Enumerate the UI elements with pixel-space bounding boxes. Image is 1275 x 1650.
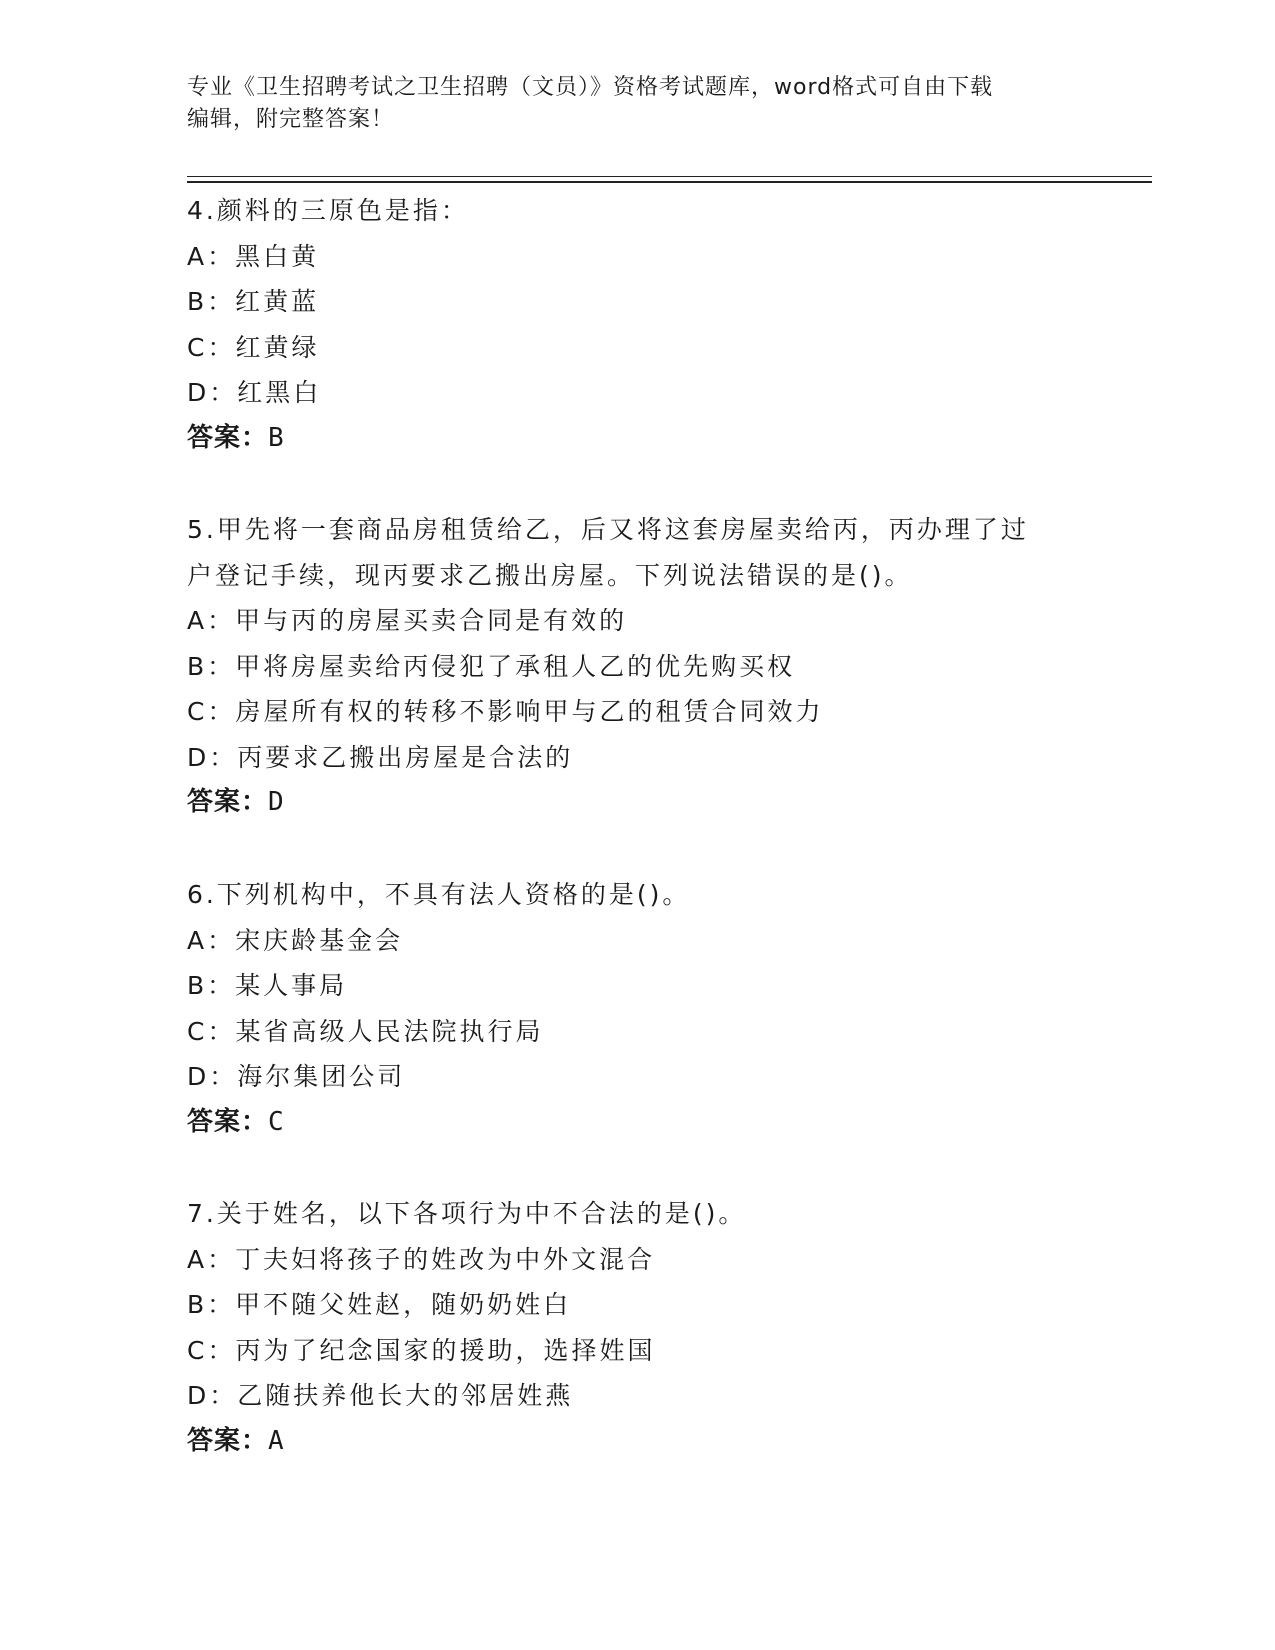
- option-d: D：丙要求乙搬出房屋是合法的: [187, 742, 574, 772]
- question-stem: 5.甲先将一套商品房租赁给乙，后又将这套房屋卖给丙，丙办理了过: [187, 515, 1029, 544]
- question-block: [187, 872, 1087, 1145]
- answer-value: D: [268, 787, 285, 817]
- question-stem: 4.颜料的三原色是指：: [187, 196, 469, 225]
- option-c: C：某省高级人民法院执行局: [187, 1016, 544, 1046]
- answer-label: 答案：: [187, 422, 269, 453]
- option-c: C：丙为了纪念国家的援助，选择姓国: [187, 1335, 656, 1365]
- answer-line: [187, 1419, 1087, 1465]
- option-b: B：某人事局: [187, 971, 348, 1000]
- question-stem: 7.关于姓名，以下各项行为中不合法的是()。: [187, 1199, 747, 1228]
- answer-line: [187, 1100, 1087, 1146]
- option-a: A：甲与丙的房屋买卖合同是有效的: [187, 606, 628, 635]
- answer-line: [187, 416, 1087, 462]
- option-b: B：红黄蓝: [187, 287, 320, 316]
- document-header: [187, 72, 1087, 136]
- option-c: C：房屋所有权的转移不影响甲与乙的租赁合同效力: [187, 697, 824, 726]
- header-line-2: 编辑，附完整答案！: [187, 107, 395, 132]
- option-d: D：海尔集团公司: [187, 1062, 406, 1091]
- header-divider-thin: [187, 176, 1152, 177]
- option-a: A：宋庆龄基金会: [187, 925, 404, 955]
- header-divider-thick: [187, 181, 1152, 183]
- header-line-1: 专业《卫生招聘考试之卫生招聘（文员）》资格考试题库，word格式可自由下载: [187, 75, 994, 100]
- answer-value: A: [268, 1425, 285, 1456]
- answer-label: 答案：: [187, 787, 269, 817]
- answer-label: 答案：: [187, 1425, 269, 1456]
- option-b: B：甲将房屋卖给丙侵犯了承租人乙的优先购买权: [187, 651, 796, 681]
- question-block: [187, 188, 1087, 461]
- option-a: A：黑白黄: [187, 241, 320, 271]
- option-d: D：乙随扶养他长大的邻居姓燕: [187, 1381, 574, 1410]
- answer-label: 答案：: [187, 1106, 269, 1137]
- option-b: B：甲不随父姓赵，随奶奶姓白: [187, 1290, 572, 1319]
- option-c: C：红黄绿: [187, 332, 320, 362]
- answer-value: B: [268, 422, 285, 453]
- option-d: D：红黑白: [187, 378, 322, 407]
- question-block: [187, 507, 1087, 826]
- answer-value: C: [268, 1106, 285, 1137]
- option-a: A：丁夫妇将孩子的姓改为中外文混合: [187, 1244, 656, 1274]
- question-stem: 6.下列机构中，不具有法人资格的是()。: [187, 880, 691, 909]
- question-stem-continued: 户登记手续，现丙要求乙搬出房屋。下列说法错误的是()。: [187, 560, 913, 590]
- question-block: [187, 1191, 1087, 1464]
- answer-line: [187, 780, 1087, 826]
